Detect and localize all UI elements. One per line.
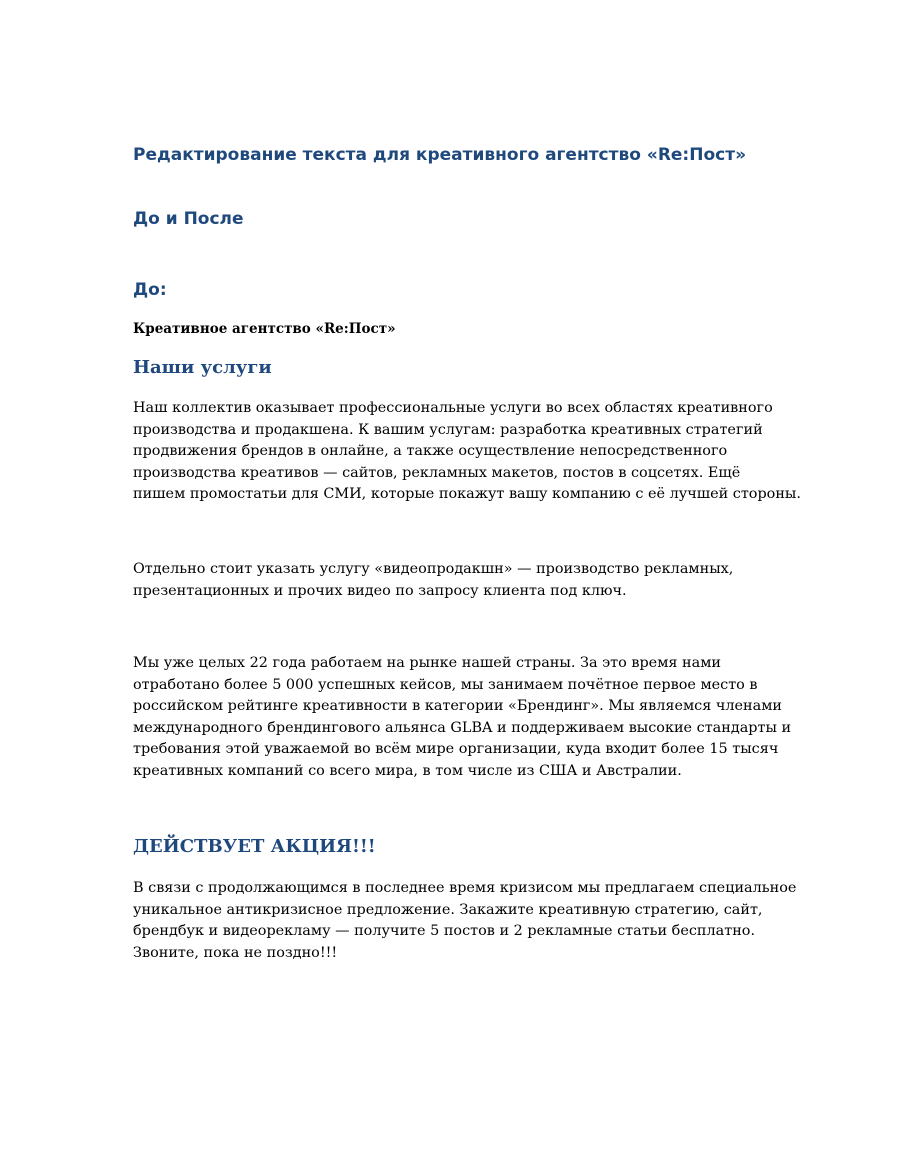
paragraph-line: Отдельно стоит указать услугу «видеопродакшн» — производство рекламных, xyxy=(133,561,734,577)
paragraph-experience xyxy=(133,653,792,782)
promo-heading: ДЕЙСТВУЕТ АКЦИЯ!!! xyxy=(133,836,376,857)
document-subtitle: До и После xyxy=(133,209,244,229)
paragraph-line: В связи с продолжающимся в последнее время кризисом мы предлагаем специальное xyxy=(133,880,797,896)
paragraph-line: презентационных и прочих видео по запросу клиента под ключ. xyxy=(133,582,627,599)
paragraph-line: брендбук и видеорекламу — получите 5 постов и 2 рекламные статьи бесплатно. xyxy=(133,923,756,939)
paragraph-line: производства и продакшена. К вашим услугам: разработка креативных стратегий xyxy=(133,421,763,438)
paragraph-line: международного брендингового альянса GLBA и поддерживаем высокие стандарты и xyxy=(133,719,792,736)
paragraph-line: Мы уже целых 22 года работаем на рынке нашей страны. За это время нами xyxy=(133,655,721,671)
paragraph-line: пишем промостатьи для СМИ, которые покажут вашу компанию с её лучшей стороны. xyxy=(133,486,801,502)
paragraph-line: продвижения брендов в онлайне, а также осуществление непосредственного xyxy=(133,443,728,459)
paragraph-line: российском рейтинге креативности в категории «Брендинг». Мы являемся членами xyxy=(133,698,783,714)
paragraph-line: Звоните, пока не поздно!!! xyxy=(133,944,338,961)
paragraph-line: требования этой уважаемой во всём мире организации, куда входит более 15 тысяч xyxy=(133,741,779,757)
paragraph-video xyxy=(133,559,783,602)
document-title: Редактирование текста для креативного агентство «Re:Пост» xyxy=(133,145,747,165)
paragraph-line: креативных компаний со всего мира, в том числе из США и Австралии. xyxy=(133,762,682,779)
paragraph-line: производства креативов — сайтов, рекламных макетов, постов в соцсетях. Ещё xyxy=(133,464,741,481)
paragraph-line: Наш коллектив оказывает профессиональные услуги во всех областях креативного xyxy=(133,400,773,416)
paragraph-line: уникальное антикризисное предложение. Закажите креативную стратегию, сайт, xyxy=(133,901,763,918)
services-heading: Наши услуги xyxy=(133,357,272,378)
paragraph-line: отработано более 5 000 успешных кейсов, мы занимаем почётное первое место в xyxy=(133,676,758,693)
company-name: Креативное агентство «Re:Пост» xyxy=(133,321,396,337)
paragraph-services xyxy=(133,398,801,506)
paragraph-promo xyxy=(133,878,797,964)
before-label: До: xyxy=(133,280,167,300)
